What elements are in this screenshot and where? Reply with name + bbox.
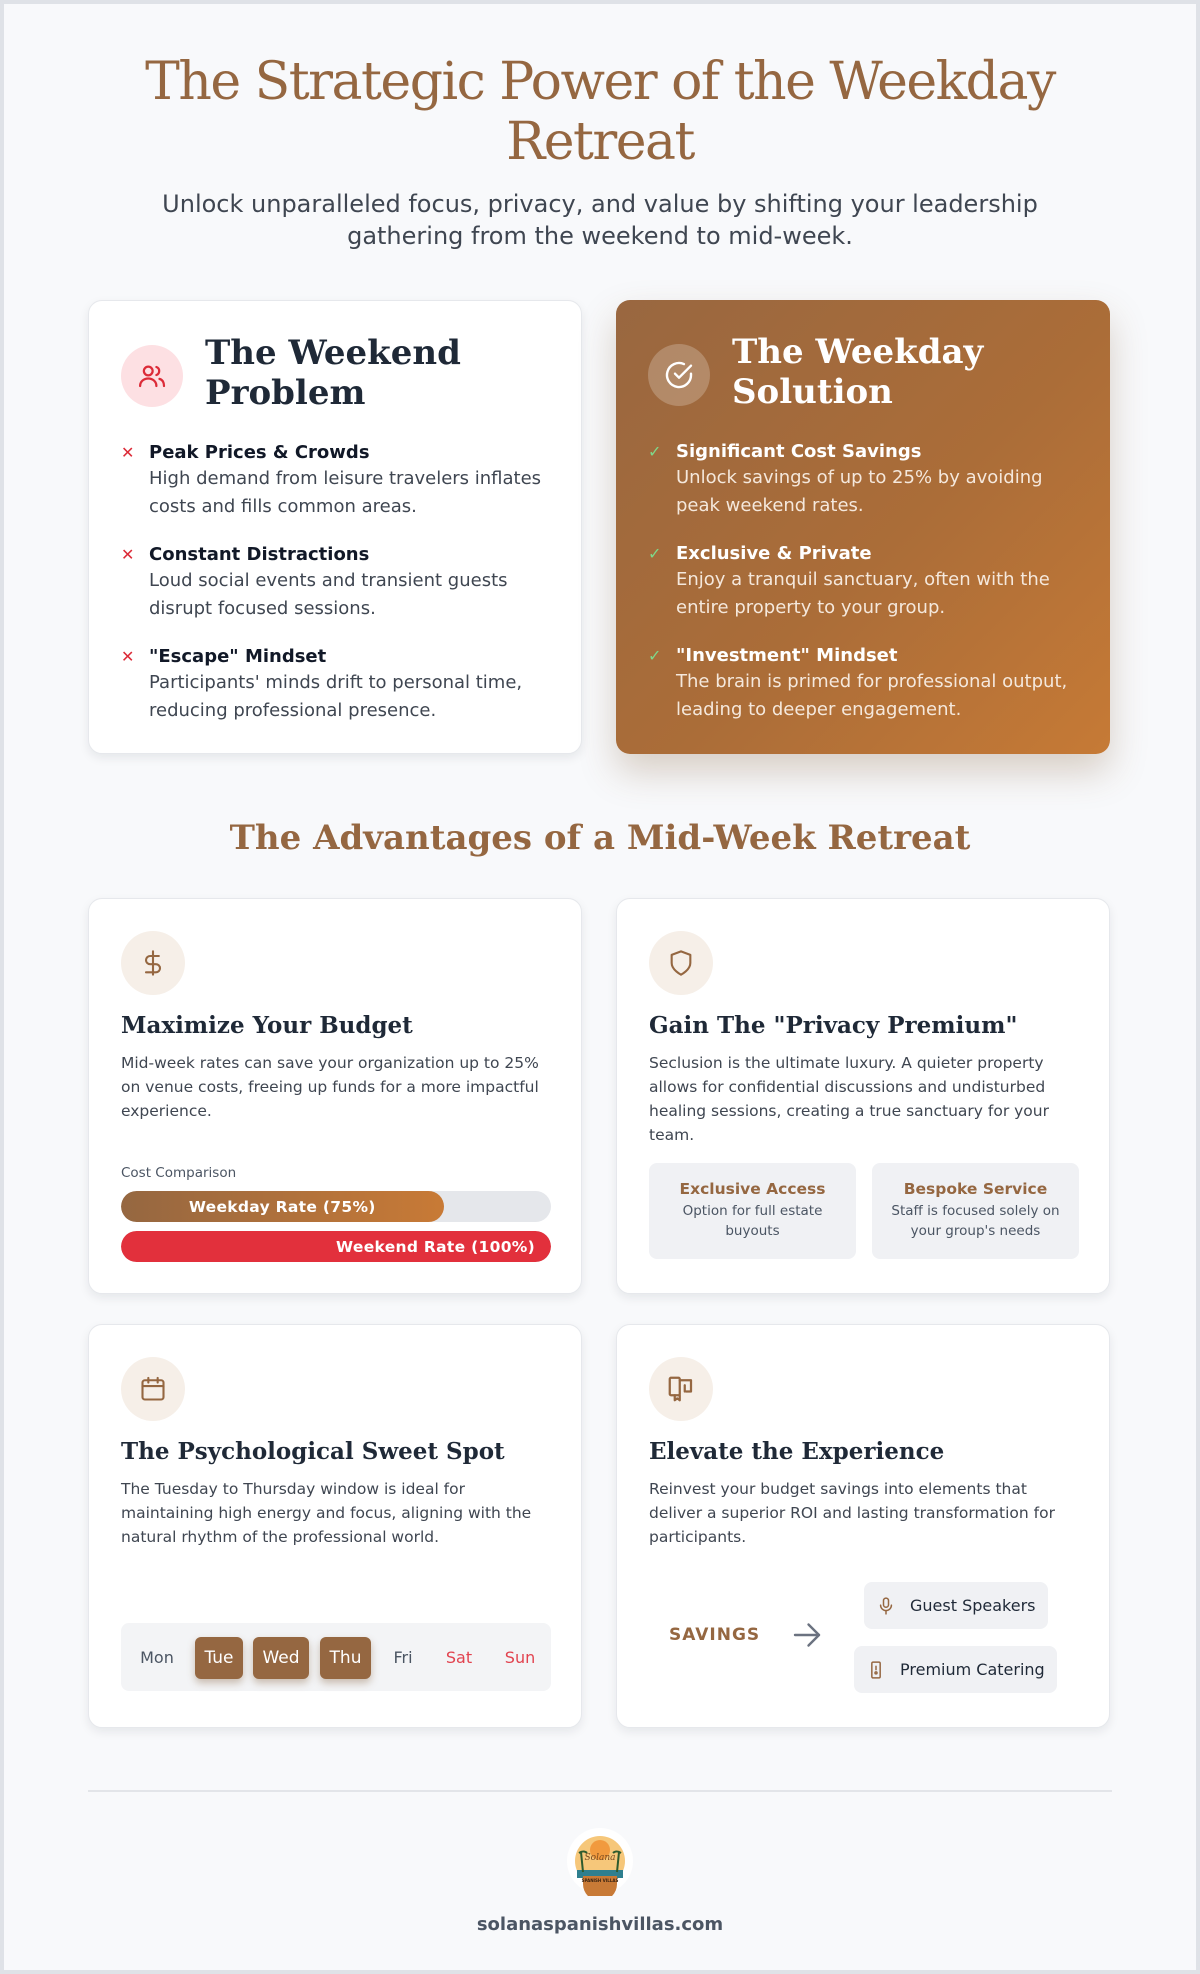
day-fri: Fri [393,1648,413,1667]
infographic-page [4,4,1196,1970]
problem-points [121,441,561,747]
solution-point-desc: Enjoy a tranquil sanctuary, often with the entire property to your group. [676,569,1050,618]
weekend-problem-heading: The Weekend Problem [205,333,461,413]
problem-point [121,543,561,623]
x-mark-icon: ✕ [121,443,135,462]
weekend-rate-bar-track [121,1231,551,1262]
problem-point-desc: Loud social events and transient guests disrupt focused sessions. [149,570,508,619]
solution-point-desc: Unlock savings of up to 25% by avoiding peak weekend rates. [676,467,1043,516]
budget-title: Maximize Your Budget [121,1012,413,1039]
problem-point-title: Peak Prices & Crowds [149,442,370,463]
day-sat: Sat [445,1648,473,1667]
savings-label: SAVINGS [669,1625,761,1645]
solution-point [648,440,1088,520]
solution-point-title: "Investment" Mindset [676,645,898,666]
weekend-rate-label: Weekend Rate (100%) [336,1237,535,1256]
day-mon: Mon [140,1648,174,1667]
checkmark-icon: ✓ [648,646,662,665]
shield-icon [649,931,713,995]
users-icon [121,345,183,407]
privacy-card [616,898,1110,1294]
privacy-title: Gain The "Privacy Premium" [649,1012,1018,1039]
problem-point-desc: High demand from leisure travelers inflates costs and fills common areas. [149,468,542,517]
experience-desc: Reinvest your budget savings into elements that deliver a superior ROI and lasting transformation for participants. [649,1480,1055,1546]
solution-point [648,542,1088,622]
x-mark-icon: ✕ [121,647,135,666]
solana-logo [565,1826,635,1896]
page-subtitle: Unlock unparalleled focus, privacy, and value by shifting your leadership gathering from the weekend to mid-week. [162,190,1038,250]
weekday-solution-heading: The Weekday Solution [732,332,984,412]
experience-card [616,1324,1110,1728]
day-tue: Tue [195,1637,243,1679]
problem-point-title: "Escape" Mindset [149,646,327,667]
weekday-strip [121,1623,551,1691]
weekend-problem-card [88,300,582,754]
x-mark-icon: ✕ [121,545,135,564]
guest-speakers-chip [864,1582,1048,1629]
problem-point [121,441,561,521]
feature-desc: Staff is focused solely on your group's needs [891,1203,1060,1239]
problem-point-title: Constant Distractions [149,544,370,565]
feature-title: Bespoke Service [903,1180,1048,1198]
privacy-desc: Seclusion is the ultimate luxury. A quieter property allows for confidential discussions and undisturbed healing sessions, creating a true sanctuary for your team. [649,1054,1049,1144]
psychology-title: The Psychological Sweet Spot [121,1438,505,1465]
weekday-rate-label: Weekday Rate (75%) [188,1197,376,1216]
solution-point-title: Exclusive & Private [676,543,872,564]
chip-label: Guest Speakers [910,1596,1036,1615]
weekend-rate-bar [121,1231,551,1262]
solution-point [648,644,1088,724]
solution-points [648,440,1088,746]
chip-label: Premium Catering [900,1660,1045,1679]
svg-text:SPANISH VILLAS: SPANISH VILLAS [581,1878,619,1883]
checkmark-icon: ✓ [648,442,662,461]
microphone-icon [876,1596,896,1616]
advantages-section-title: The Advantages of a Mid-Week Retreat [229,818,971,858]
catering-icon [866,1660,886,1680]
dollar-icon [121,931,185,995]
footer-divider [88,1790,1112,1792]
weekday-rate-bar-track [121,1191,551,1222]
day-wed: Wed [253,1637,309,1679]
arrow-right-icon [789,1617,825,1653]
calendar-icon [121,1357,185,1421]
page-title: The Strategic Power of the Weekday Retreat [145,52,1055,172]
feature-desc: Option for full estate buyouts [682,1203,823,1239]
premium-catering-chip [854,1646,1057,1693]
website-url: solanaspanishvillas.com [476,1914,724,1935]
exclusive-access-box [649,1163,856,1259]
checkmark-icon: ✓ [648,544,662,563]
psychology-desc: The Tuesday to Thursday window is ideal for maintaining high energy and focus, aligning with the natural rhythm of the professional world. [121,1480,532,1546]
book-icon [649,1357,713,1421]
experience-title: Elevate the Experience [649,1438,945,1465]
solution-point-title: Significant Cost Savings [676,441,922,462]
weekday-rate-bar [121,1191,444,1222]
weekday-solution-card [616,300,1110,754]
bespoke-service-box [872,1163,1079,1259]
cost-comparison-label: Cost Comparison [121,1165,237,1181]
budget-card [88,898,582,1294]
day-sun: Sun [504,1648,536,1667]
feature-title: Exclusive Access [679,1180,826,1198]
svg-text:Solana: Solana [584,1853,616,1863]
budget-desc: Mid-week rates can save your organization up to 25% on venue costs, freeing up funds for a more impactful experience. [121,1054,539,1120]
problem-point-desc: Participants' minds drift to personal time, reducing professional presence. [149,672,523,721]
problem-point [121,645,561,725]
day-thu: Thu [320,1637,371,1679]
solution-point-desc: The brain is primed for professional output, leading to deeper engagement. [676,671,1068,720]
psychology-card [88,1324,582,1728]
check-circle-icon [648,344,710,406]
